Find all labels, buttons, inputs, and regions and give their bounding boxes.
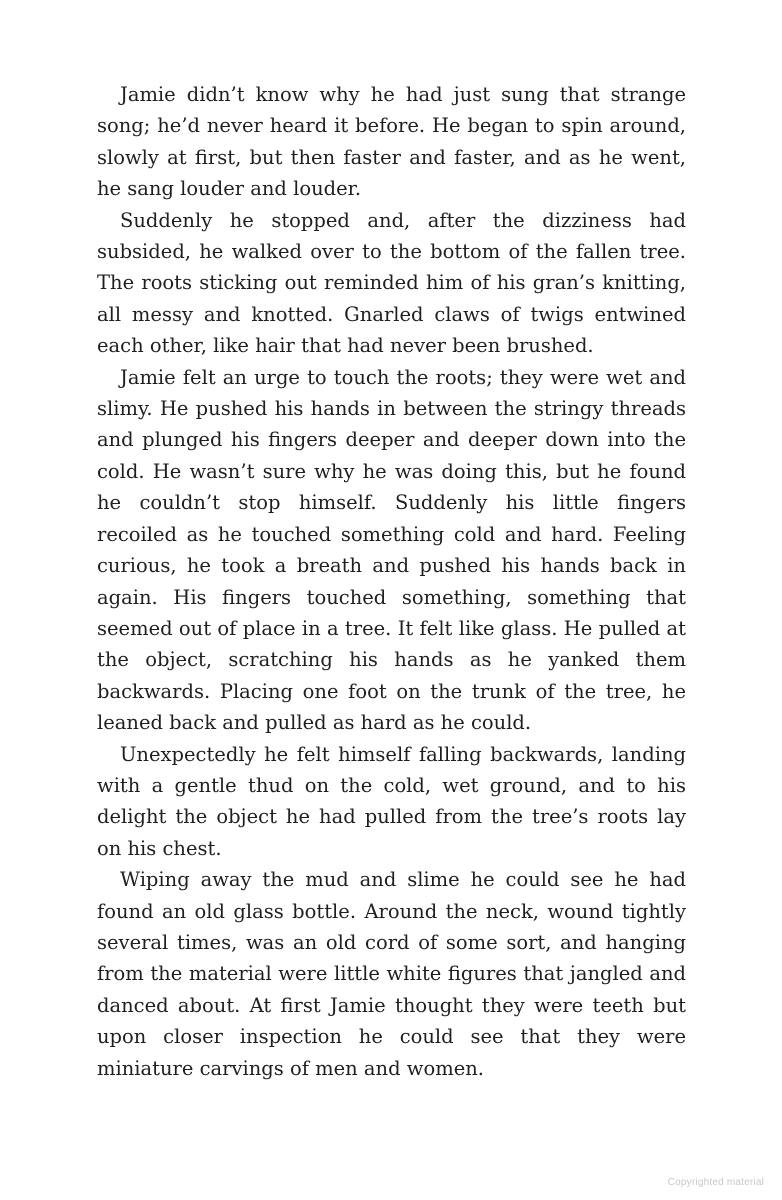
- paragraph-4: Unexpectedly he felt himself falling backwards, landing with a gentle thud on the cold, wet ground, and to his delight the object he had pulled from the tree’s roots lay on his chest.: [97, 742, 686, 860]
- paragraph-3: Jamie felt an urge to touch the roots; they were wet and slimy. He pushed his hands in between the stringy threads and plunged his fingers deeper and deeper down into the cold. He wasn’t sure why he was doing this, but he found he couldn’t stop himself. Suddenly his little fingers recoiled as he touched something cold and hard. Feeling curious, he took a breath and pushed his hands back in again. His fingers touched something, something that seemed out of place in a tree. It felt like glass. He pulled at the object, scratching his hands as he yanked them backwards. Placing one foot on the trunk of the tree, he leaned back and pulled as hard as he could.: [97, 365, 686, 735]
- paragraph-2: Suddenly he stopped and, after the dizziness had subsided, he walked over to the bottom of the fallen tree. The roots sticking out reminded him of his gran’s knitting, all messy and knotted. Gnarled claws of twigs entwined each other, like hair that had never been brushed.: [97, 208, 686, 358]
- copyright-watermark: Copyrighted material: [667, 1177, 764, 1188]
- page-body-text: [97, 79, 686, 1084]
- paragraph-5: Wiping away the mud and slime he could see he had found an old glass bottle. Around the neck, wound tightly several times, was an old cord of some sort, and hanging from the material were little white figures that jangled and danced about. At first Jamie thought they were teeth but upon closer inspection he could see that they were miniature carvings of men and women.: [97, 868, 686, 1080]
- paragraph-1: Jamie didn’t know why he had just sung that strange song; he’d never heard it before. He began to spin around, slowly at first, but then faster and faster, and as he went, he sang louder and louder.: [97, 83, 686, 201]
